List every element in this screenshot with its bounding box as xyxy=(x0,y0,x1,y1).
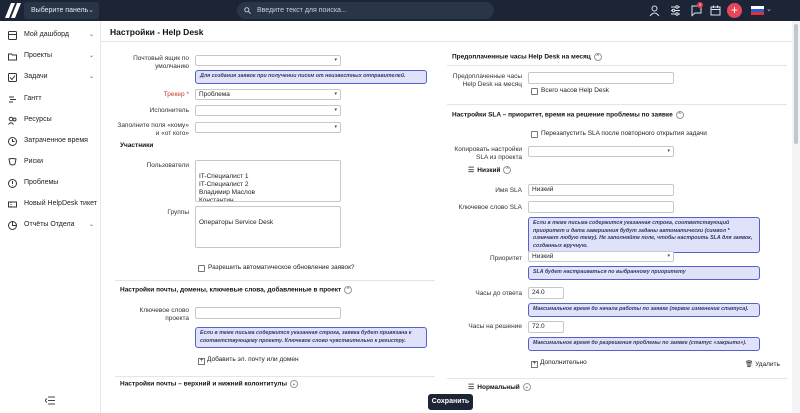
search-placeholder: Введите текст для поиска... xyxy=(257,7,347,14)
delete-sla-button[interactable]: 🗑 Удалить xyxy=(745,361,780,368)
assignee-label: Исполнитель xyxy=(149,107,189,114)
header-footer-section-title: Настройки почты – верхний и нижний колонтитулы ⌄ xyxy=(120,380,297,388)
list-item[interactable]: Владимир Маслов xyxy=(199,189,255,196)
chevron-down-icon: ⌄ xyxy=(88,222,94,228)
search-icon xyxy=(244,7,251,14)
project-keyword-note: Если в теме письма содержится указанная строка, заявка будет привязана к соответствующему проекту. Ключевое слово чувствительно к регистру. xyxy=(195,327,427,348)
priority-note: SLA будет настраиваться по выбранному приоритету xyxy=(528,266,760,280)
tracker-select[interactable] xyxy=(195,89,341,100)
sla-keyword-label: Ключевое слово SLA xyxy=(458,204,522,211)
sidebar-item-problems[interactable] xyxy=(0,176,100,192)
gantt-icon xyxy=(8,95,17,104)
collapse-icon[interactable]: ⌃ xyxy=(595,54,600,60)
panel-select-label: Выберите панель xyxy=(31,7,89,14)
sliders-icon[interactable] xyxy=(669,4,682,17)
sla-section-title: Настройки SLA – приоритет, время на решение проблемы по заявке ⌃ xyxy=(452,111,682,119)
users-label: Пользователи xyxy=(146,162,189,169)
chevron-down-icon: ▾ xyxy=(334,57,337,63)
divider xyxy=(447,104,787,105)
chevron-down-icon: ▾ xyxy=(667,148,670,154)
chevron-down-icon: ⌄ xyxy=(88,7,94,14)
list-item[interactable]: IT-Специалист 1 xyxy=(199,173,249,180)
fill-fields-select[interactable] xyxy=(195,122,341,133)
clock-icon xyxy=(8,137,17,146)
sidebar-item-reports[interactable] xyxy=(0,218,100,234)
plus-icon: + xyxy=(199,358,204,364)
chevron-down-icon: ▾ xyxy=(334,107,337,113)
resources-icon xyxy=(8,116,17,125)
save-button[interactable]: Сохранить xyxy=(428,394,473,410)
tasks-icon xyxy=(8,73,17,82)
priority-select[interactable]: Низкий ▾ xyxy=(528,251,674,262)
collapse-icon[interactable]: ⌃ xyxy=(346,287,351,293)
page-title: Настройки - Help Desk xyxy=(110,27,204,37)
chevron-down-icon: ⌄ xyxy=(88,74,94,80)
sidebar-item-label: Гантт xyxy=(24,95,42,102)
prepaid-hours-label: Предоплаченные часы Help Desk на месяц xyxy=(452,73,522,88)
mail-settings-section-title: Настройки почты, домены, ключевые слова, добавленные в проект ⌃ xyxy=(120,286,351,294)
sidebar-item-projects[interactable] xyxy=(0,49,100,65)
sla-name-input[interactable]: Низкий xyxy=(528,184,674,196)
sidebar-item-dashboard[interactable] xyxy=(0,28,100,44)
divider xyxy=(115,376,435,377)
copy-sla-label: Копировать настройки SLA из проекта xyxy=(454,146,522,161)
restart-sla-label: Перезапустить SLA после повторного открытия задачи xyxy=(541,130,707,137)
trash-icon: 🗑 xyxy=(745,361,754,368)
mailbox-note: Для создания заявок при получении писем от неизвестных отправителей. xyxy=(195,70,427,84)
collapse-icon[interactable]: ⌄ xyxy=(524,384,529,391)
sidebar-item-label: Задачи xyxy=(24,73,48,80)
chevron-down-icon: ▾ xyxy=(667,253,670,259)
risk-icon xyxy=(8,158,17,167)
prepaid-section-title: Предоплаченные часы Help Desk на месяц ⌃ xyxy=(452,53,600,61)
collapse-icon[interactable]: ⌃ xyxy=(505,167,510,174)
auto-update-checkbox[interactable] xyxy=(198,265,205,272)
drag-handle-icon[interactable]: ☰ xyxy=(468,384,475,391)
all-hours-checkbox[interactable] xyxy=(531,88,538,95)
folder-icon xyxy=(8,52,17,61)
additional-button[interactable]: + Дополнительно xyxy=(532,359,587,367)
chevron-down-icon: ▾ xyxy=(334,91,337,97)
sidebar xyxy=(0,21,101,413)
mailbox-label: Почтовый ящик по умолчанию xyxy=(133,55,189,70)
list-item[interactable]: Константин xyxy=(199,197,234,202)
resolve-hours-label: Часы на решение xyxy=(468,323,522,330)
participants-section-title: Участники xyxy=(120,142,154,149)
divider xyxy=(447,378,787,379)
sidebar-item-label: Отчёты Отдела xyxy=(24,221,75,228)
language-flag-icon[interactable] xyxy=(751,6,764,15)
sidebar-item-label: Новый HelpDesk тикет xyxy=(24,200,97,207)
tracker-value: Проблема xyxy=(199,91,230,98)
calendar-icon[interactable] xyxy=(709,4,722,17)
sidebar-item-risks[interactable] xyxy=(0,155,100,171)
divider xyxy=(447,65,787,66)
sidebar-item-time[interactable] xyxy=(0,134,100,150)
chevron-down-icon: ⌄ xyxy=(88,32,94,38)
ticket-icon xyxy=(8,200,17,209)
report-icon xyxy=(8,221,17,230)
users-list[interactable] xyxy=(195,160,341,202)
collapse-icon[interactable]: ⌄ xyxy=(291,381,297,387)
sidebar-item-gantt[interactable] xyxy=(0,92,100,108)
prepaid-hours-input[interactable] xyxy=(528,72,674,84)
mailbox-select[interactable] xyxy=(195,55,341,66)
user-icon[interactable] xyxy=(648,4,661,17)
chevron-down-icon: ⌄ xyxy=(88,53,94,59)
sidebar-item-label: Ресурсы xyxy=(24,116,52,123)
groups-label: Группы xyxy=(167,209,189,216)
response-hours-note: Максимальное время до начала работы по заявке (первое изменение статуса). xyxy=(528,303,760,317)
sidebar-item-label: Риски xyxy=(24,158,44,165)
chevron-down-icon: ⌄ xyxy=(766,6,772,13)
sidebar-item-tasks[interactable] xyxy=(0,70,100,86)
collapse-sidebar-icon[interactable] xyxy=(45,396,55,405)
tracker-label: Трекер * xyxy=(163,91,189,98)
sla-low-title: ☰ Низкий ⌃ xyxy=(468,167,510,174)
sidebar-item-new-ticket[interactable] xyxy=(0,197,100,213)
auto-update-label: Разрешить автоматическое обновление заявок? xyxy=(208,264,355,271)
sidebar-item-label: Проекты xyxy=(24,52,53,59)
sla-keyword-input[interactable] xyxy=(528,201,674,213)
logo-icon[interactable] xyxy=(5,3,21,18)
quick-add-button[interactable]: + xyxy=(727,3,742,18)
scrollbar-thumb[interactable] xyxy=(794,24,798,144)
all-hours-label: Всего часов Help Desk xyxy=(541,87,610,94)
list-item[interactable]: IT-Специалист 2 xyxy=(199,181,249,188)
sla-name-label: Имя SLA xyxy=(495,187,522,194)
project-keyword-label: Ключевое слово проекта xyxy=(139,307,189,322)
divider xyxy=(115,280,435,281)
notification-badge: 3 xyxy=(698,2,702,7)
sidebar-item-label: Затраченное время xyxy=(24,137,88,144)
plus-icon: + xyxy=(532,361,537,367)
panel-select[interactable] xyxy=(24,2,99,19)
response-hours-label: Часы до ответа xyxy=(475,290,522,297)
search-input[interactable] xyxy=(237,2,494,19)
restart-sla-checkbox[interactable] xyxy=(531,131,538,138)
collapse-icon[interactable]: ⌃ xyxy=(677,112,682,118)
list-item[interactable]: Операторы Service Desk xyxy=(199,219,274,226)
priority-label: Приоритет xyxy=(489,255,522,262)
top-bar xyxy=(0,0,800,21)
resolve-hours-input[interactable]: 72.0 xyxy=(528,321,564,333)
divider xyxy=(101,41,792,42)
sidebar-item-label: Проблемы xyxy=(24,179,59,186)
dashboard-icon xyxy=(8,31,17,40)
sidebar-item-label: Мой дашборд xyxy=(24,31,69,38)
chevron-down-icon: ▾ xyxy=(334,124,337,130)
response-hours-input[interactable]: 24.0 xyxy=(528,287,564,299)
resolve-hours-note: Максимальное время до разрешения проблемы по заявке (статус «закрыто»). xyxy=(528,337,760,351)
sidebar-item-resources[interactable] xyxy=(0,113,100,129)
assignee-select[interactable] xyxy=(195,105,341,116)
copy-sla-select[interactable] xyxy=(528,146,674,157)
sla-keyword-note: Если в теме письма содержится указанная строка, соответствующий приоритет и дата завершения будут заданы автоматически (символ * означает любую тему). Не заполняйте поле, чтобы настроить SLA для заявок, созданных вручную. xyxy=(528,217,760,253)
sla-normal-title: ☰ Нормальный ⌄ xyxy=(468,384,529,391)
problem-icon xyxy=(8,179,17,188)
project-keyword-input[interactable] xyxy=(195,307,341,319)
add-email-button[interactable]: + Добавить эл. почту или домен xyxy=(199,356,299,364)
drag-handle-icon[interactable]: ☰ xyxy=(468,167,475,174)
fill-fields-label: Заполните поля «кому» и «от кого» xyxy=(117,122,189,137)
groups-list[interactable] xyxy=(195,206,341,248)
